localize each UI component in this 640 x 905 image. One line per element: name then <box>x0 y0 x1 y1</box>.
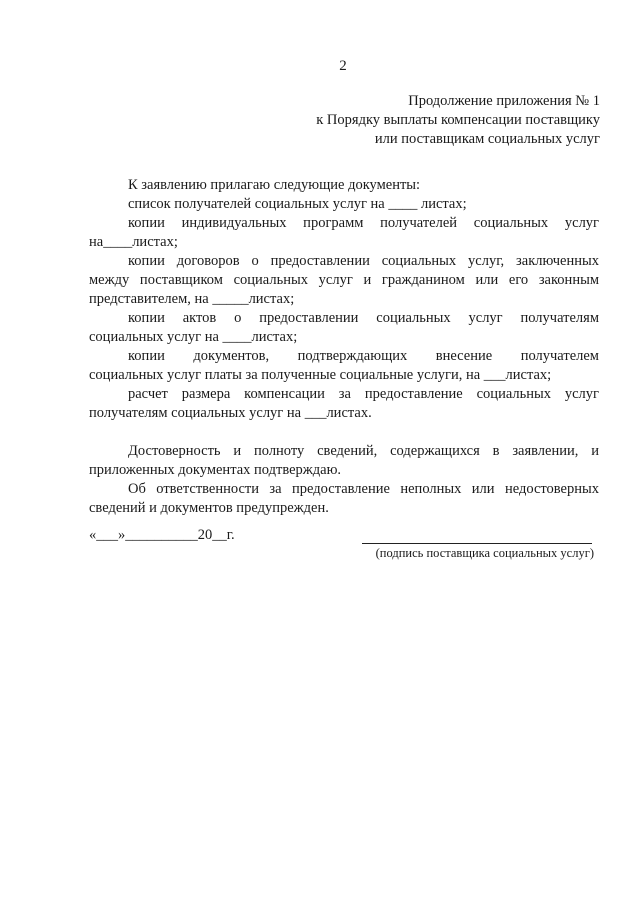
date-field: «___»__________20__г. <box>89 527 235 543</box>
signature-caption: (подпись поставщика социальных услуг) <box>375 546 594 560</box>
warning-line-2: сведений и документов предупрежден. <box>89 500 329 516</box>
list-item-2-line-2: на____листах; <box>89 234 178 250</box>
appendix-line-3: или поставщикам социальных услуг <box>374 131 600 147</box>
list-item-2-line-1: копии индивидуальных программ получателей социальных услуг <box>128 215 599 231</box>
signature-line <box>362 543 592 544</box>
page-number: 2 <box>339 58 347 74</box>
document-body <box>89 176 599 518</box>
warning-line-1: Об ответственности за предоставление неполных или недостоверных <box>128 481 599 497</box>
list-item-6-line-2: получателям социальных услуг на ___листах. <box>89 405 372 421</box>
appendix-header <box>316 92 600 149</box>
appendix-line-2: к Порядку выплаты компенсации поставщику <box>316 112 600 128</box>
list-item-5-line-2: социальных услуг платы за полученные социальные услуги, на ___листах; <box>89 367 552 383</box>
list-item-6-line-1: расчет размера компенсации за предоставление социальных услуг <box>128 386 599 402</box>
intro-paragraph: К заявлению прилагаю следующие документы: <box>128 177 421 193</box>
paragraph-gap <box>89 423 599 442</box>
confirmation-line-1: Достоверность и полноту сведений, содержащихся в заявлении, и <box>128 443 599 459</box>
list-item-3-line-2: между поставщиком социальных услуг и гражданином или его законным <box>89 272 599 288</box>
list-item-3-line-1: копии договоров о предоставлении социальных услуг, заключенных <box>128 253 599 269</box>
appendix-line-1: Продолжение приложения № 1 <box>408 93 600 109</box>
list-item-3-line-3: представителем, на _____листах; <box>89 291 295 307</box>
confirmation-line-2: приложенных документах подтверждаю. <box>89 462 342 478</box>
list-item-5-line-1: копии документов, подтверждающих внесение получателем <box>128 348 599 364</box>
list-item-4-line-2: социальных услуг на ____листах; <box>89 329 298 345</box>
list-item-4-line-1: копии актов о предоставлении социальных услуг получателям <box>128 310 599 326</box>
list-item-1: список получателей социальных услуг на ____ листах; <box>128 196 467 212</box>
